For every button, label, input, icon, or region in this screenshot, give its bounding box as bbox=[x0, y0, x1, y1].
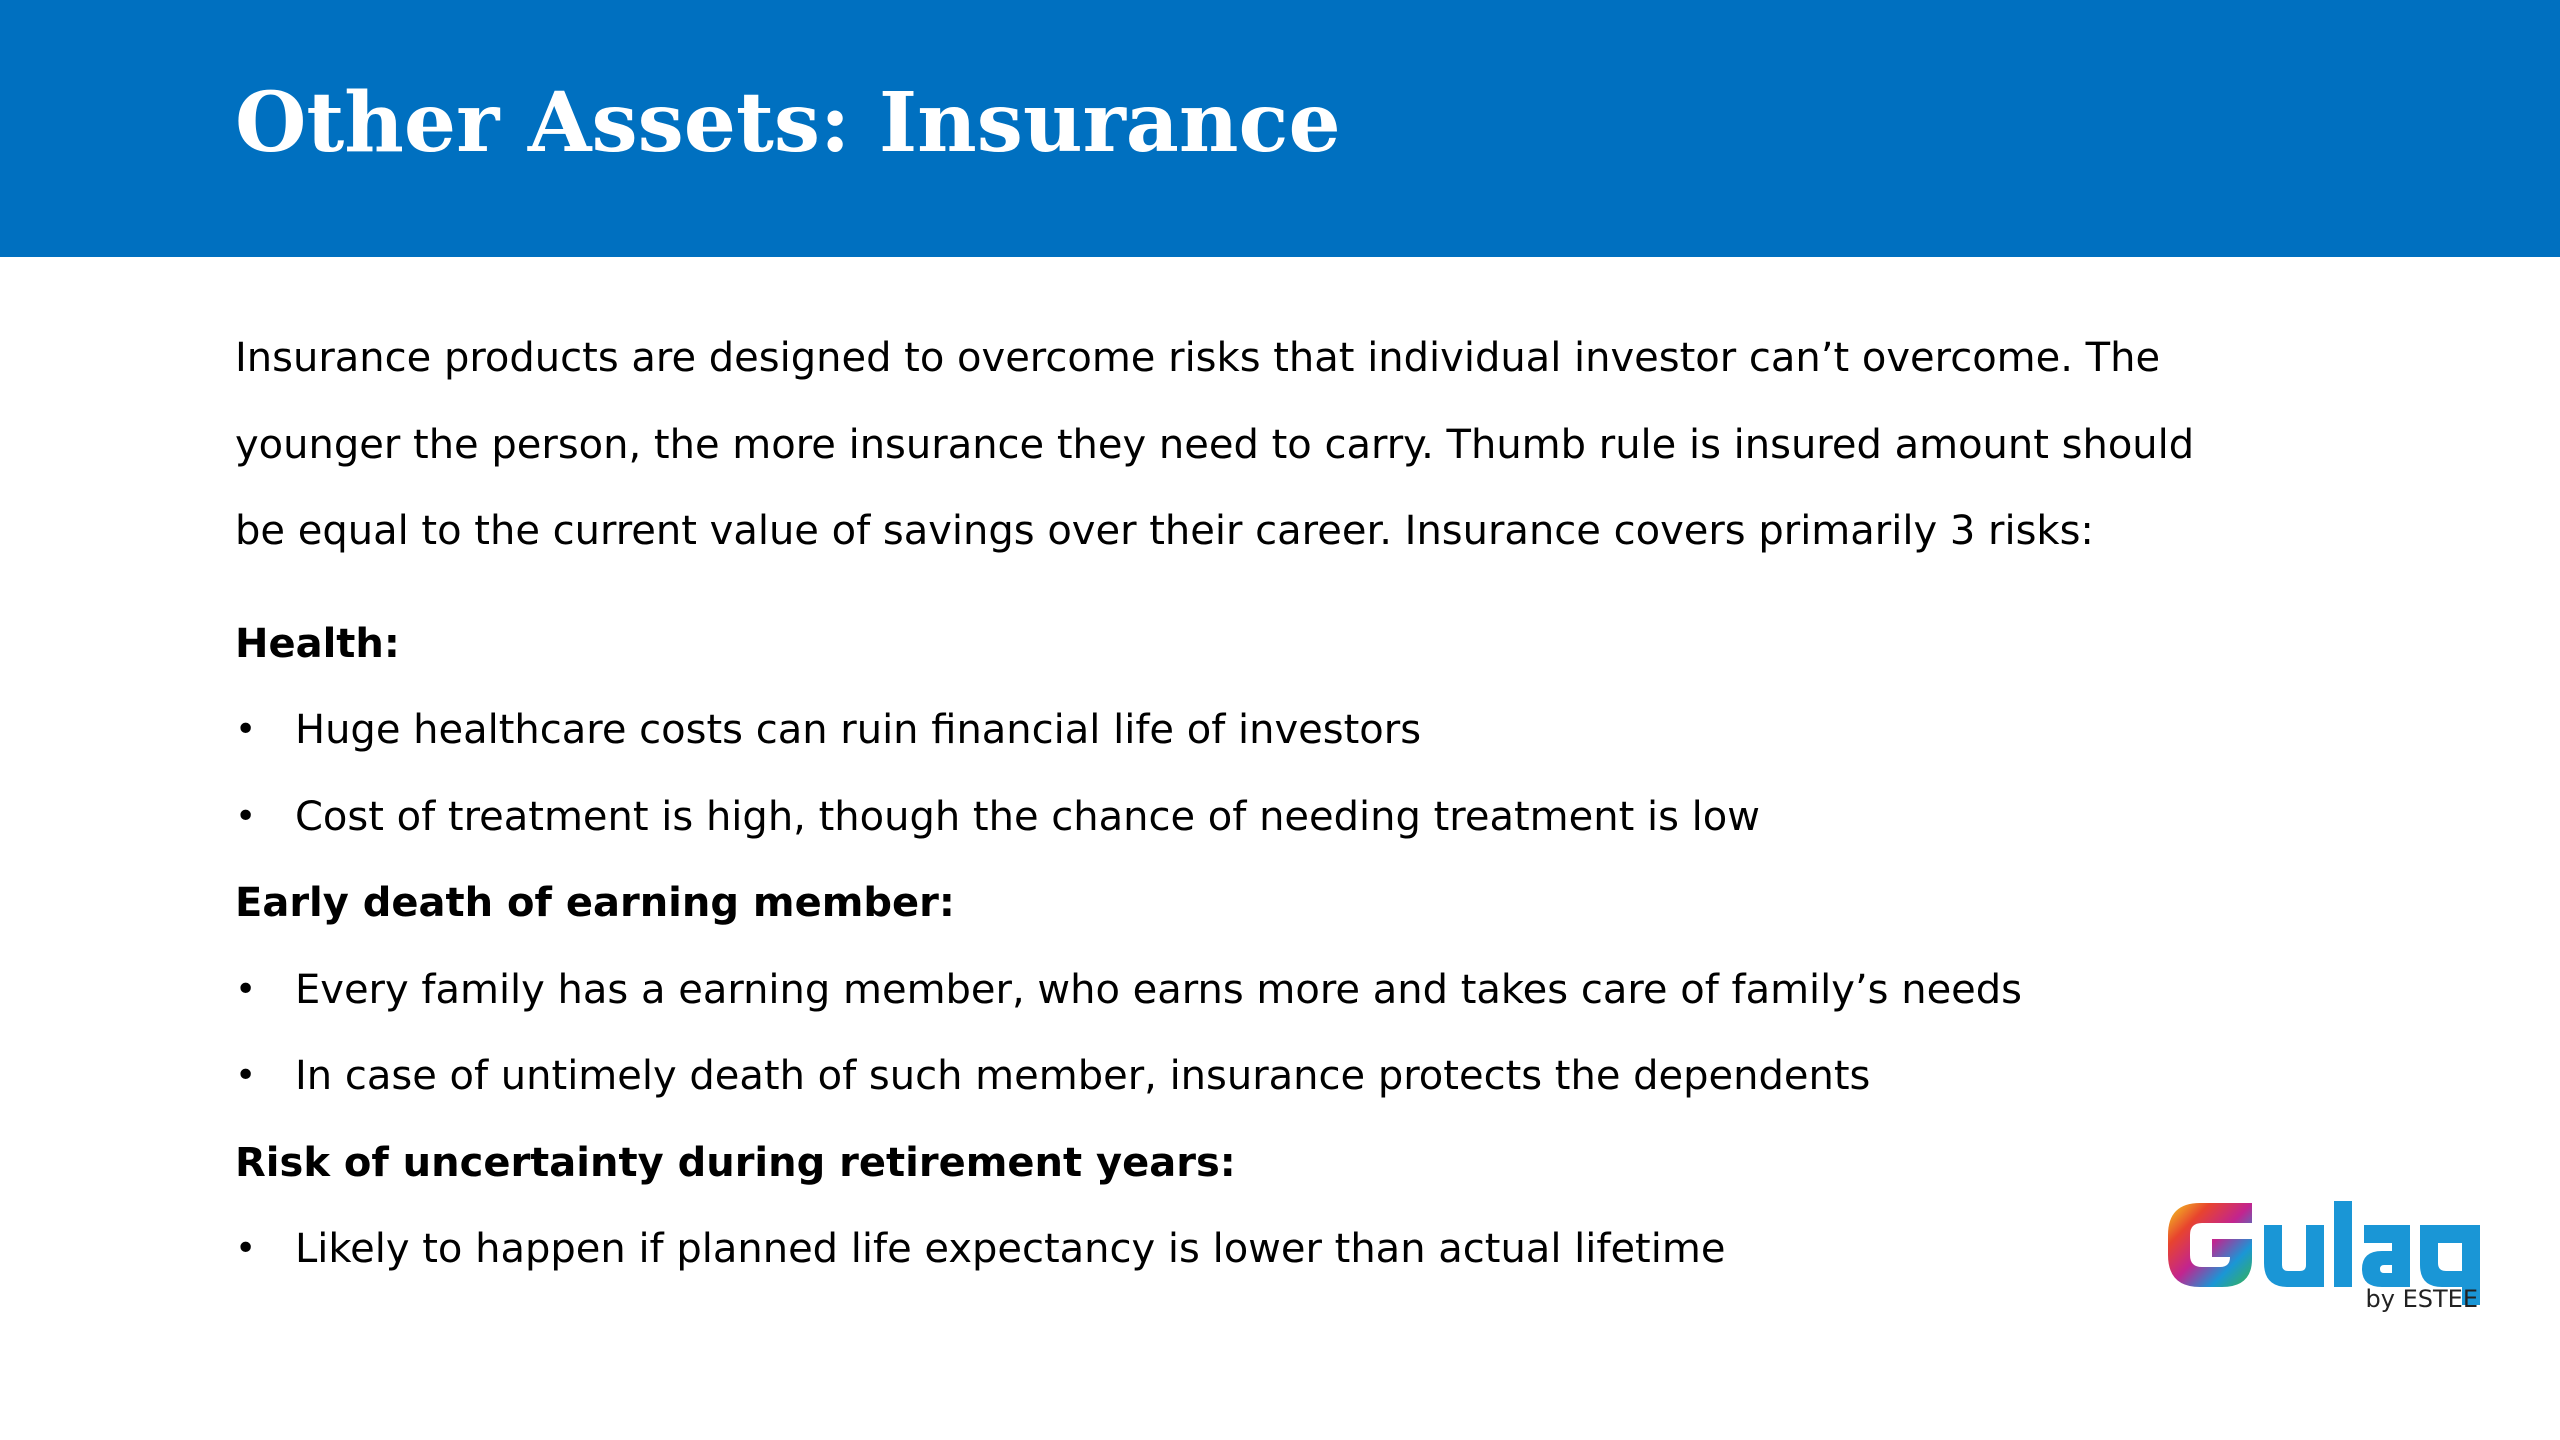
gulaq-logo bbox=[2160, 1195, 2505, 1315]
slide-body bbox=[235, 315, 2235, 1293]
bullet-list-early-death bbox=[235, 947, 2235, 1120]
intro-paragraph: Insurance products are designed to overcome risks that individual investor can’t overcome. The younger the person, the more insurance they need to carry. Thumb rule is insured amount should be equal to the current value of savings over their career. Insurance covers primarily 3 risks: bbox=[235, 335, 2195, 554]
section-heading-health: Health: bbox=[235, 620, 400, 667]
section-heading-early-death: Early death of earning member: bbox=[235, 880, 955, 926]
bullet-icon: • bbox=[235, 1055, 257, 1096]
gulaq-tagline: by ESTEE bbox=[2365, 1285, 2478, 1313]
bullet-text: Every family has a earning member, who earns more and takes care of family’s needs bbox=[295, 966, 2023, 1013]
bullet-list-retirement bbox=[235, 1206, 2235, 1293]
slide-header bbox=[0, 0, 2560, 257]
list-item bbox=[235, 687, 2235, 774]
bullet-text: Likely to happen if planned life expectancy is lower than actual lifetime bbox=[295, 1226, 1726, 1272]
gulaq-l-letter bbox=[2334, 1201, 2352, 1287]
list-item bbox=[235, 774, 2235, 861]
bullet-icon: • bbox=[235, 709, 257, 750]
gulaq-g-letter bbox=[2168, 1203, 2252, 1287]
list-item bbox=[235, 1206, 2235, 1293]
bullet-text: Huge healthcare costs can ruin financial life of investors bbox=[295, 707, 1422, 753]
gulaq-a-letter bbox=[2362, 1225, 2410, 1287]
bullet-list-health bbox=[235, 687, 2235, 860]
list-item bbox=[235, 1033, 2235, 1120]
section-heading-retirement: Risk of uncertainty during retirement years: bbox=[235, 1139, 1236, 1186]
bullet-icon: • bbox=[235, 1228, 257, 1269]
list-item bbox=[235, 947, 2235, 1034]
slide-title: Other Assets: Insurance bbox=[235, 75, 1341, 171]
bullet-icon: • bbox=[235, 795, 257, 837]
bullet-text: Cost of treatment is high, though the chance of needing treatment is low bbox=[295, 793, 1760, 840]
gulaq-u-letter bbox=[2264, 1225, 2324, 1287]
bullet-icon: • bbox=[235, 968, 257, 1010]
bullet-text: In case of untimely death of such member, insurance protects the dependents bbox=[295, 1053, 1871, 1099]
